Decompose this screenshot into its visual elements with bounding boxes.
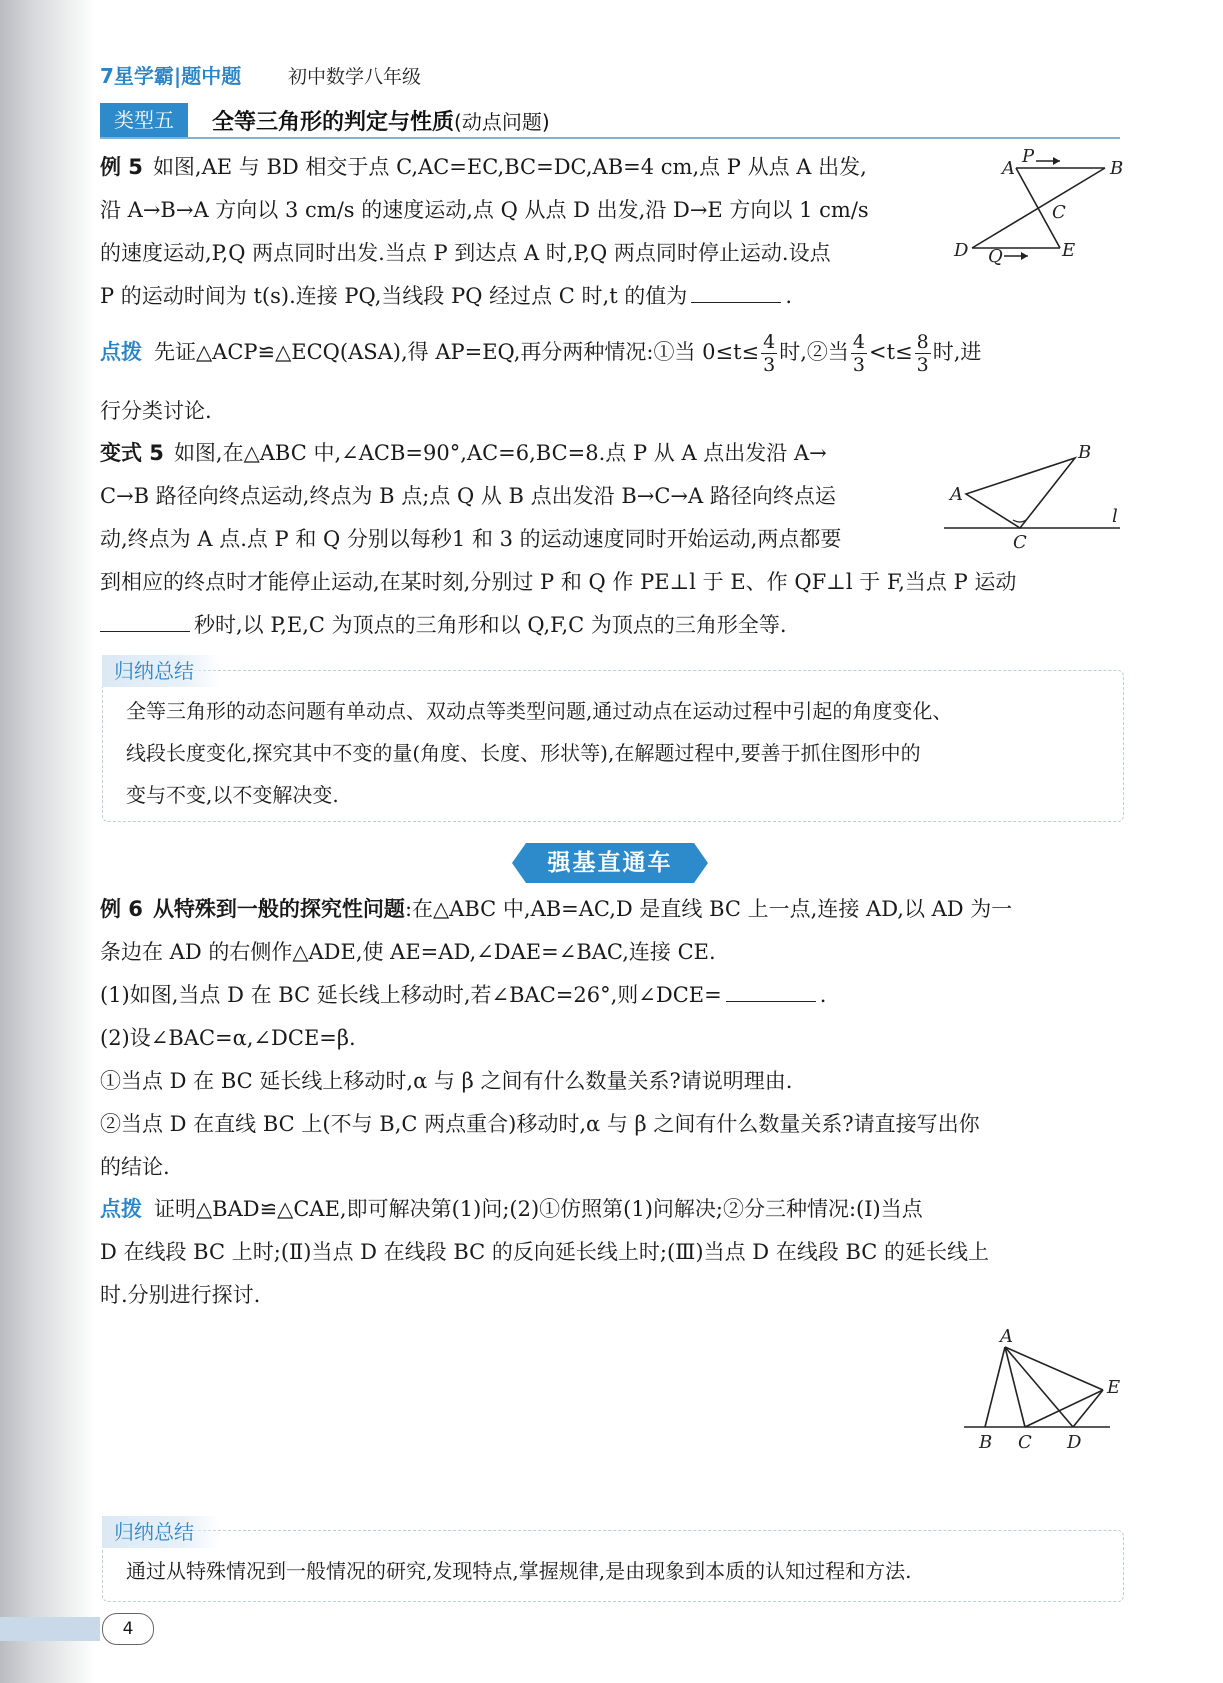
summary1-line-2: 线段长度变化,探究其中不变的量(角度、长度、形状等),在解题过程中,要善于抓住图形中的 [126, 741, 921, 765]
frac3-den: 3 [916, 354, 929, 376]
example6-q2: (2)设∠BAC=α,∠DCE=β. [100, 1026, 356, 1050]
segment-ce [1025, 1390, 1103, 1427]
hint5-label: 点拨 [100, 340, 142, 364]
example5-figure [950, 148, 1130, 273]
answer-blank-variant[interactable] [100, 630, 190, 632]
frac2-den: 3 [852, 354, 866, 376]
section-banner [512, 843, 708, 883]
type-title-note: (动点问题) [454, 110, 550, 134]
example6-q2b-2: 的结论. [100, 1155, 170, 1179]
label-B: B [1110, 158, 1124, 179]
hint6-label: 点拨 [100, 1197, 142, 1221]
segment-ab [985, 1347, 1005, 1427]
segment-ae [1005, 1347, 1103, 1390]
example6-q1 [100, 974, 1125, 1017]
page-number: 4 [102, 1613, 154, 1645]
label-C: C [1018, 1432, 1032, 1453]
summary2-text: 通过从特殊情况到一般情况的研究,发现特点,掌握规律,是由现象到本质的认知过程和方法. [126, 1559, 912, 1583]
example5-end: . [785, 284, 792, 308]
variant5-line-2: C→B 路径向终点运动,终点为 B 点;点 Q 从 B 点出发沿 B→C→A 路径向终点运 [100, 484, 836, 508]
frac2-num: 4 [852, 331, 866, 353]
banner-text: 强基直通车 [526, 843, 694, 883]
type-title [212, 105, 550, 136]
label-D: D [1067, 1432, 1082, 1453]
hint5-part1: 先证△ACP≌△ECQ(ASA),得 AP=EQ,再分两种情况:①当 0≤t≤ [154, 340, 760, 364]
type-section-heading [100, 103, 1120, 139]
right-angle-mark [1013, 520, 1026, 522]
hint5-line-1 [100, 327, 1125, 377]
summary2-label: 归纳总结 [102, 1516, 220, 1548]
answer-blank-q1[interactable] [726, 1000, 816, 1002]
label-C: C [1052, 202, 1066, 223]
variant5-line-4: 到相应的终点时才能停止运动,在某时刻,分别过 P 和 Q 作 PE⊥l 于 E、作 QF⊥l 于 F,当点 P 运动 [100, 570, 1017, 594]
summary1-text [126, 690, 1116, 816]
variant5-line-3: 动,终点为 A 点.点 P 和 Q 分别以每秒1 和 3 的运动速度同时开始运动,两点都要 [100, 527, 842, 551]
answer-blank[interactable] [691, 301, 781, 303]
page-number-bar [0, 1617, 100, 1641]
frac1-num: 4 [763, 331, 776, 353]
variant5-line-5 [100, 604, 1125, 647]
example6-line-1-text: :在△ABC 中,AB=AC,D 是直线 BC 上一点,连接 AD,以 AD 为一 [404, 897, 1013, 921]
example5-line-1 [100, 146, 960, 189]
hint5-part3: <t≤ [869, 340, 913, 364]
example5-line-2: 沿 A→B→A 方向以 3 cm/s 的速度运动,点 Q 从点 D 出发,沿 D→E 方向以 1 cm/s [100, 198, 869, 222]
hint6-text [100, 1188, 1125, 1317]
segment-de [1073, 1390, 1103, 1427]
label-P: P [1022, 148, 1035, 167]
label-D: D [954, 240, 969, 261]
variant5-figure [940, 440, 1130, 552]
label-Q: Q [988, 246, 1003, 267]
example6-label: 例 6 [100, 897, 143, 921]
fraction-8-3 [915, 331, 931, 376]
fraction-4-3-a [761, 331, 777, 376]
example6-q1-end: . [819, 983, 827, 1007]
variant5-line-1-text: 如图,在△ABC 中,∠ACB=90°,AC=6,BC=8.点 P 从 A 点出发沿 A→ [173, 441, 827, 465]
example6-figure [960, 1325, 1130, 1455]
example5-text [100, 146, 960, 318]
arrow-p-head [1053, 157, 1060, 165]
hint5-line-2: 行分类讨论. [100, 399, 212, 423]
type-label: 类型五 [100, 103, 188, 137]
brand-logo: 7星学霸|题中题 [100, 64, 242, 88]
hint6-line-1 [100, 1188, 1125, 1231]
fraction-4-3-b [851, 331, 867, 376]
type-title-text: 全等三角形的判定与性质 [212, 110, 455, 135]
example6-text [100, 888, 1125, 1189]
example6-line-1 [100, 888, 1125, 931]
variant5-line-5-text: 秒时,以 P,E,C 为顶点的三角形和以 Q,F,C 为顶点的三角形全等. [194, 613, 787, 637]
label-E: E [1062, 240, 1076, 261]
triangle-abc [966, 458, 1075, 528]
example6-line-2: 条边在 AD 的右侧作△ADE,使 AE=AD,∠DAE=∠BAC,连接 CE. [100, 940, 716, 964]
summary1-line-3: 变与不变,以不变解决变. [126, 783, 339, 807]
example6-q2b: ②当点 D 在直线 BC 上(不与 B,C 两点重合)移动时,α 与 β 之间有什么数量关系?请直接写出你 [100, 1112, 980, 1136]
hint6-line-1-text: 证明△BAD≌△CAE,即可解决第(1)问;(2)①仿照第(1)问解决;②分三种情况:(Ⅰ)当点 [154, 1197, 923, 1221]
label-l: l [1112, 506, 1118, 527]
summary1-label: 归纳总结 [102, 655, 220, 687]
summary1-line-1: 全等三角形的动态问题有单动点、双动点等类型问题,通过动点在运动过程中引起的角度变化、 [126, 699, 953, 723]
example5-line-1-text: 如图,AE 与 BD 相交于点 C,AC=EC,BC=DC,AB=4 cm,点 P 从点 A 出发, [152, 155, 867, 179]
example6-q1-text: (1)如图,当点 D 在 BC 延长线上移动时,若∠BAC=26°,则∠DCE= [100, 983, 722, 1007]
example5-label: 例 5 [100, 155, 143, 179]
example6-bold: 从特殊到一般的探究性问题 [152, 897, 405, 921]
hint5-part2: 时,②当 [779, 340, 849, 364]
label-B: B [979, 1432, 993, 1453]
example6-q2a: ①当点 D 在 BC 延长线上移动时,α 与 β 之间有什么数量关系?请说明理由. [100, 1069, 793, 1093]
hint5-part4: 时,进 [932, 340, 982, 364]
book-subtitle: 初中数学八年级 [288, 66, 422, 88]
label-A: A [1000, 1326, 1013, 1347]
example5-line-4-text: P 的运动时间为 t(s).连接 PQ,当线段 PQ 经过点 C 时,t 的值为 [100, 284, 688, 308]
label-A: A [1002, 158, 1015, 179]
hint6-line-3: 时.分别进行探讨. [100, 1283, 261, 1307]
example5-line-4 [100, 275, 960, 318]
label-B: B [1078, 442, 1092, 463]
example5-line-3: 的速度运动,P,Q 两点同时出发.当点 P 到达点 A 时,P,Q 两点同时停止运动.设点 [100, 241, 831, 265]
label-C: C [1013, 532, 1027, 552]
hint6-line-2: D 在线段 BC 上时;(Ⅱ)当点 D 在线段 BC 的反向延长线上时;(Ⅲ)当点 D 在线段 BC 的延长线上 [100, 1240, 990, 1264]
segment-bd [972, 168, 1105, 248]
label-E: E [1107, 1377, 1121, 1398]
arrow-q-head [1021, 252, 1028, 260]
frac1-den: 3 [763, 354, 776, 376]
variant5-label: 变式 5 [100, 441, 164, 465]
frac3-num: 8 [916, 331, 929, 353]
label-A: A [950, 484, 963, 505]
